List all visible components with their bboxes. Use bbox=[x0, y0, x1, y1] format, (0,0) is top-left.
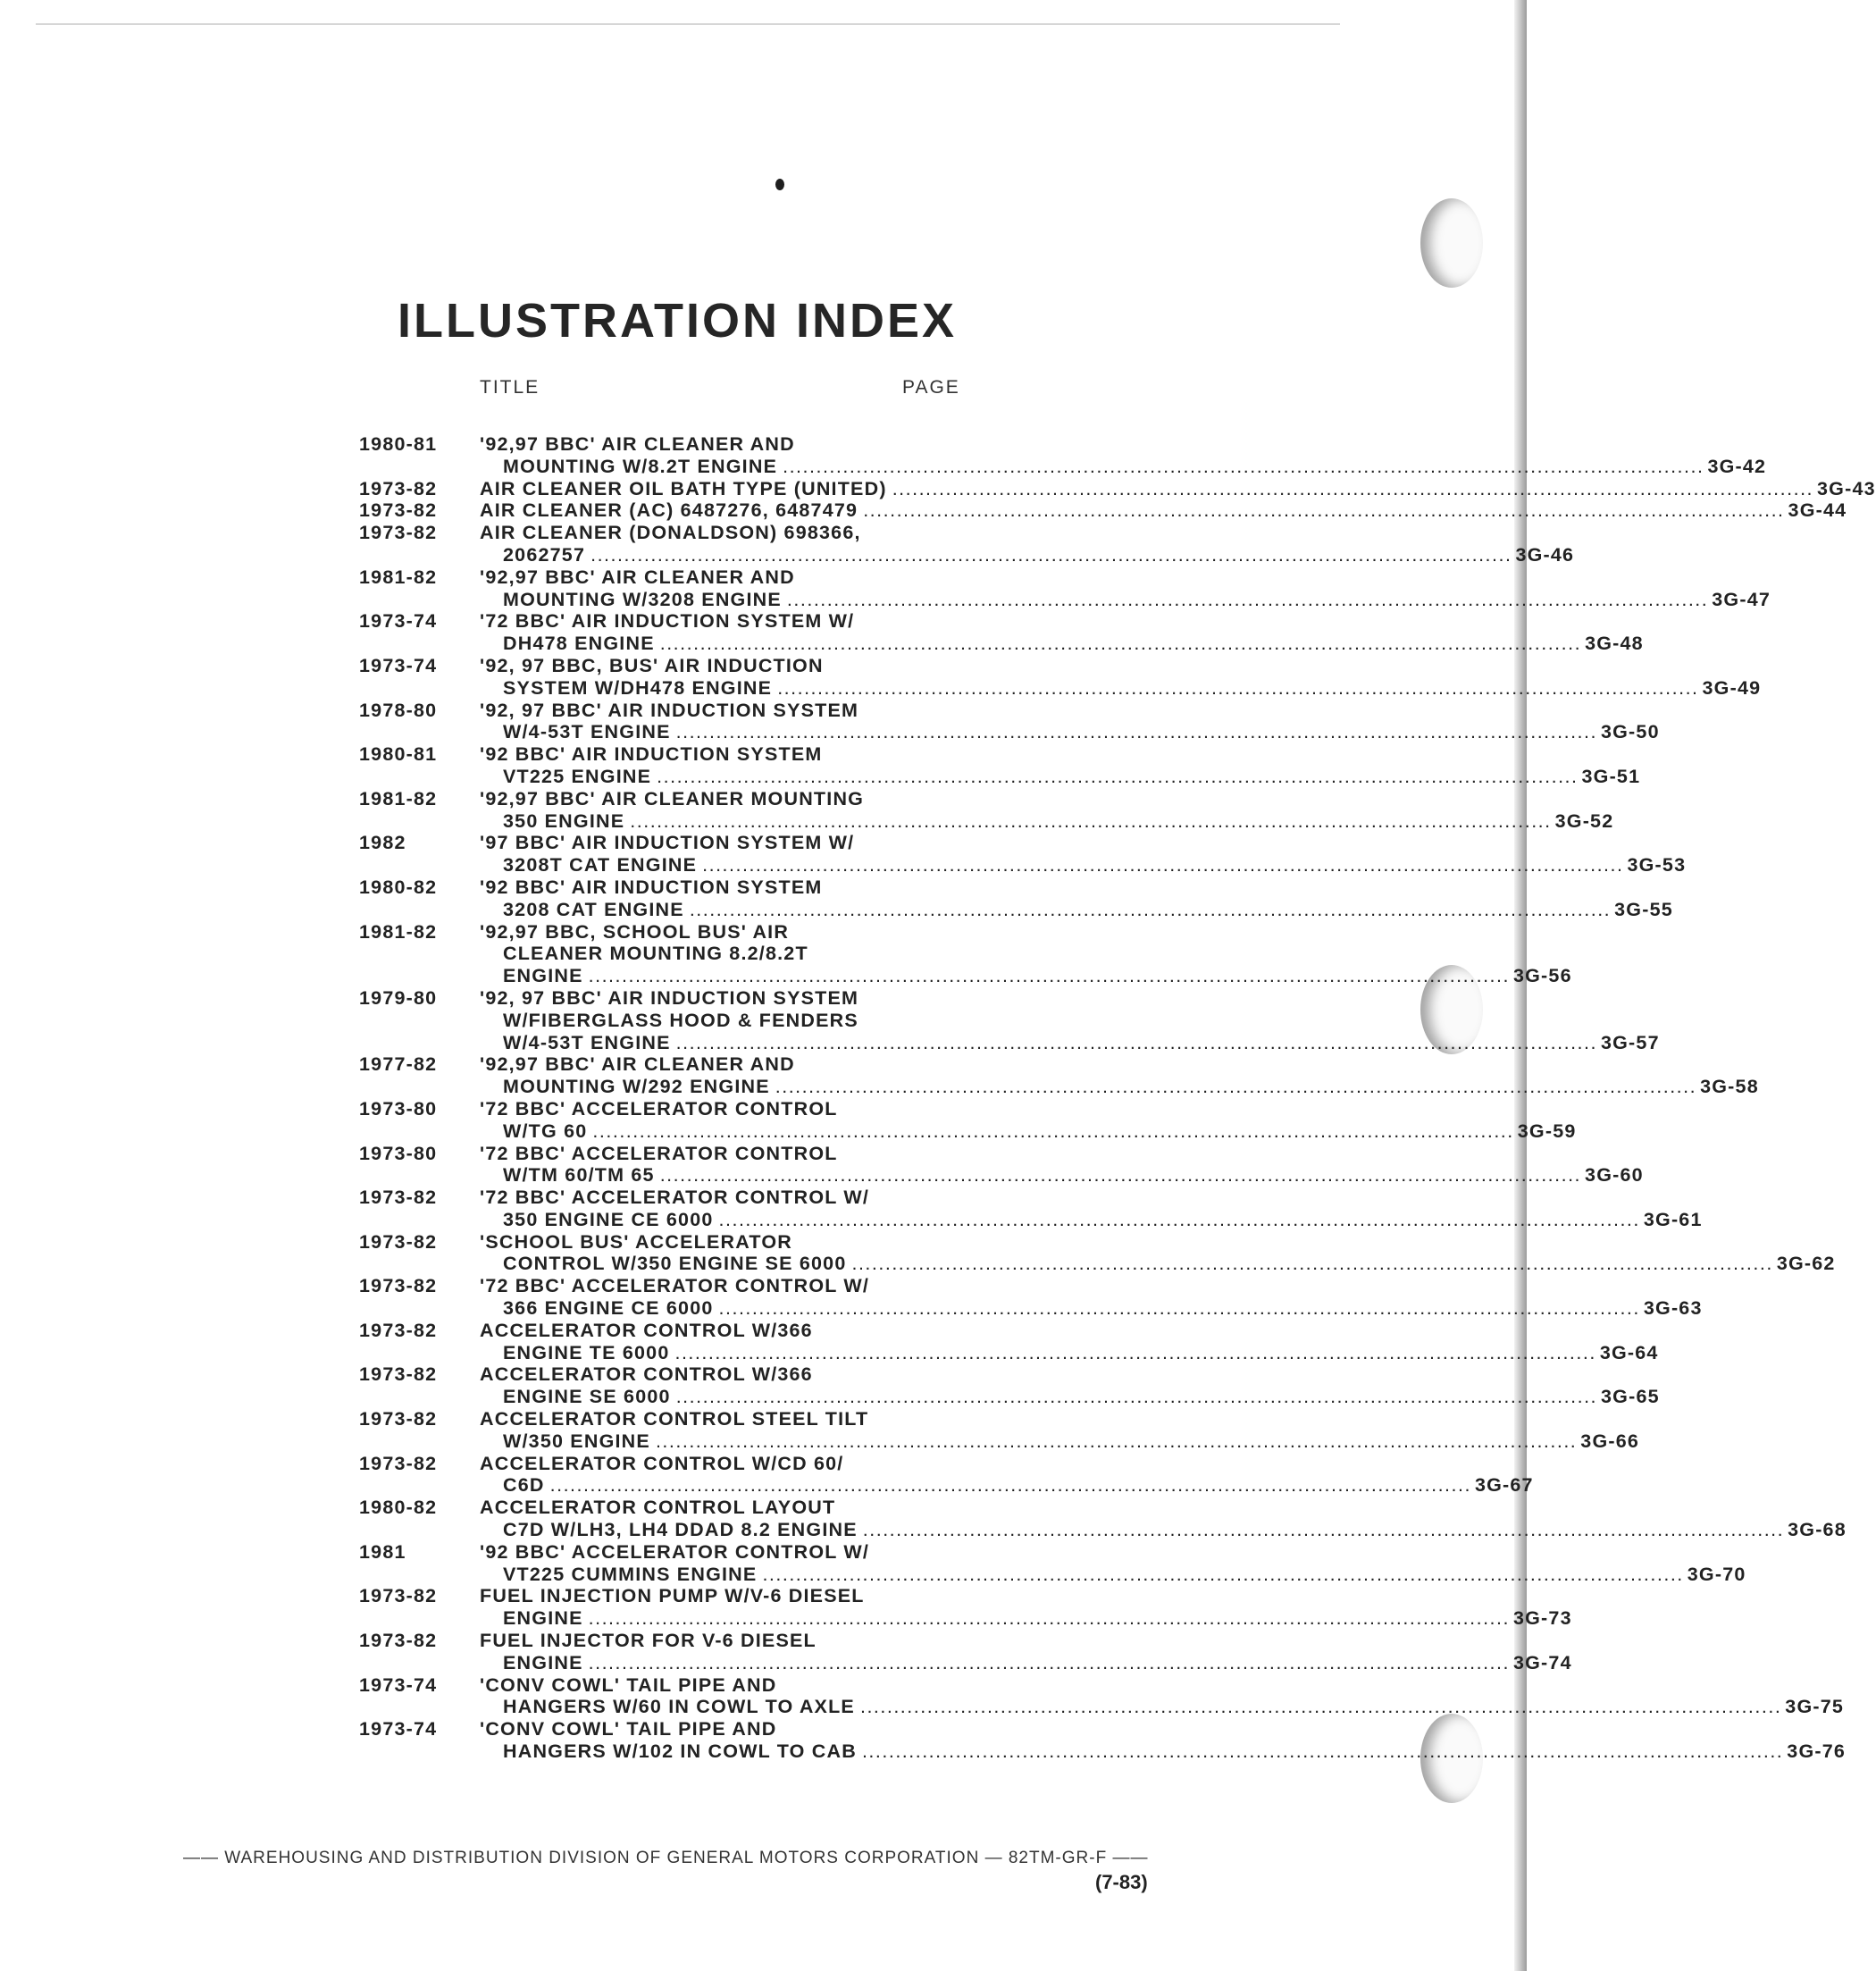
index-entry bbox=[359, 1097, 1577, 1143]
entry-title bbox=[480, 788, 1613, 833]
entry-title-line: W/350 ENGINE bbox=[503, 1430, 650, 1452]
top-rule bbox=[36, 23, 1340, 25]
entry-page-number: 3G-61 bbox=[1643, 1208, 1703, 1230]
entry-year: 1973-82 bbox=[359, 1408, 438, 1430]
entry-title-line: VT225 CUMMINS ENGINE bbox=[503, 1563, 758, 1585]
entry-page-number: 3G-44 bbox=[1788, 499, 1847, 522]
entry-title-line: 2062757 bbox=[503, 543, 586, 566]
dot-leader bbox=[583, 965, 1513, 987]
entry-title-line: '92,97 BBC' AIR CLEANER AND bbox=[480, 433, 795, 455]
entry-title-line: ENGINE TE 6000 bbox=[503, 1341, 670, 1363]
index-entry bbox=[359, 1363, 1660, 1408]
entry-page-number: 3G-64 bbox=[1599, 1341, 1659, 1363]
entry-title-line: W/FIBERGLASS HOOD & FENDERS bbox=[503, 1009, 858, 1031]
entry-year: 1973-82 bbox=[359, 1187, 438, 1209]
index-entry bbox=[359, 477, 1876, 500]
entry-year: 1981-82 bbox=[359, 787, 438, 809]
dot-leader bbox=[714, 1209, 1644, 1231]
entry-year: 1978-80 bbox=[359, 699, 438, 721]
entry-page-number: 3G-68 bbox=[1788, 1519, 1847, 1541]
index-entry bbox=[359, 522, 1575, 566]
dot-leader bbox=[545, 1474, 1475, 1497]
entry-title-line: W/4-53T ENGINE bbox=[503, 721, 671, 743]
entry-page-number: 3G-52 bbox=[1554, 809, 1614, 832]
entry-page-number: 3G-46 bbox=[1515, 543, 1575, 566]
entry-page-number: 3G-57 bbox=[1600, 1031, 1660, 1053]
entry-year: 1973-82 bbox=[359, 1452, 438, 1474]
entry-title bbox=[480, 743, 1640, 788]
dot-leader bbox=[655, 633, 1585, 655]
index-entry bbox=[359, 654, 1762, 700]
publisher-footer: —— WAREHOUSING AND DISTRIBUTION DIVISION OF GENERAL MOTORS CORPORATION — 82TM-GR-F —— bbox=[183, 1849, 1149, 1867]
entry-title-last-line bbox=[480, 1430, 1639, 1453]
entry-title-last-line bbox=[480, 1386, 1660, 1408]
entry-title-last-line bbox=[480, 810, 1613, 833]
entry-page-number: 3G-63 bbox=[1643, 1297, 1703, 1320]
dot-leader bbox=[887, 478, 1817, 500]
revision-code: (7-83) bbox=[1095, 1871, 1148, 1893]
entry-title bbox=[480, 655, 1761, 700]
index-entry bbox=[359, 610, 1644, 655]
index-entry bbox=[359, 832, 1687, 876]
entry-year: 1973-82 bbox=[359, 1585, 438, 1607]
entry-title-line: ACCELERATOR CONTROL LAYOUT bbox=[480, 1497, 836, 1519]
entry-title-line: ENGINE bbox=[503, 1651, 583, 1673]
dot-leader bbox=[846, 1253, 1776, 1275]
entry-title-line: W/TM 60/TM 65 bbox=[503, 1164, 655, 1187]
entry-year: 1973-74 bbox=[359, 654, 438, 676]
entry-title-last-line bbox=[480, 1164, 1644, 1187]
entry-page-number: 3G-62 bbox=[1776, 1253, 1836, 1275]
entry-title-line: '72 BBC' ACCELERATOR CONTROL W/ bbox=[480, 1187, 870, 1209]
entry-title-last-line bbox=[480, 1740, 1846, 1763]
entry-year: 1980-81 bbox=[359, 433, 438, 455]
entry-title bbox=[480, 700, 1660, 744]
index-entry bbox=[359, 1053, 1759, 1098]
entry-title-last-line bbox=[480, 456, 1766, 478]
index-entry bbox=[359, 1408, 1640, 1453]
entry-title-last-line bbox=[480, 1652, 1572, 1674]
entry-page-number: 3G-42 bbox=[1707, 455, 1767, 477]
entry-page-number: 3G-49 bbox=[1702, 676, 1762, 699]
entry-year: 1973-82 bbox=[359, 1319, 438, 1341]
entry-title bbox=[480, 1718, 1846, 1763]
entry-title bbox=[480, 522, 1574, 566]
index-entry bbox=[359, 1540, 1746, 1586]
entry-title-line: AIR CLEANER (DONALDSON) 698366, bbox=[480, 522, 861, 544]
ink-dot bbox=[775, 179, 784, 190]
entry-page-number: 3G-59 bbox=[1517, 1120, 1577, 1142]
entry-title-line: '92, 97 BBC, BUS' AIR INDUCTION bbox=[480, 654, 824, 676]
entry-title-line: FUEL INJECTOR FOR V-6 DIESEL bbox=[480, 1630, 817, 1652]
entry-year: 1982 bbox=[359, 832, 406, 854]
entry-title-last-line bbox=[480, 721, 1660, 743]
index-entry bbox=[359, 743, 1641, 788]
entry-title bbox=[480, 1320, 1659, 1364]
entry-title-line: ACCELERATOR CONTROL W/366 bbox=[480, 1363, 813, 1386]
index-entry bbox=[359, 566, 1771, 611]
entry-page-number: 3G-43 bbox=[1817, 477, 1876, 499]
entry-title-last-line bbox=[480, 499, 1847, 522]
entry-title bbox=[480, 876, 1673, 921]
entry-page-number: 3G-76 bbox=[1787, 1740, 1847, 1763]
entry-title bbox=[480, 1674, 1844, 1719]
entry-title-last-line bbox=[480, 544, 1574, 566]
entry-title-line: FUEL INJECTION PUMP W/V-6 DIESEL bbox=[480, 1585, 865, 1607]
entry-year: 1973-82 bbox=[359, 1363, 438, 1386]
entry-title-line: '92,97 BBC, SCHOOL BUS' AIR bbox=[480, 920, 790, 943]
entry-title-line: 3208T CAT ENGINE bbox=[503, 854, 698, 876]
entry-title-last-line bbox=[480, 854, 1686, 876]
dot-leader bbox=[651, 766, 1581, 788]
entry-page-number: 3G-67 bbox=[1474, 1474, 1534, 1497]
entry-title bbox=[480, 478, 1876, 500]
entry-title-last-line bbox=[480, 1342, 1659, 1364]
dot-leader bbox=[782, 589, 1712, 611]
entry-title-last-line bbox=[480, 899, 1673, 921]
entry-page-number: 3G-70 bbox=[1687, 1563, 1746, 1585]
entry-title-last-line bbox=[480, 1607, 1572, 1630]
dot-leader bbox=[770, 1076, 1700, 1098]
entry-title-last-line bbox=[480, 1564, 1746, 1586]
entry-page-number: 3G-56 bbox=[1512, 965, 1572, 987]
index-entry bbox=[359, 920, 1572, 987]
dot-leader bbox=[671, 721, 1601, 743]
entry-year: 1981 bbox=[359, 1540, 406, 1563]
entry-title bbox=[480, 1453, 1534, 1497]
entry-title-line: '97 BBC' AIR INDUCTION SYSTEM W/ bbox=[480, 832, 855, 854]
dot-leader bbox=[858, 1519, 1788, 1541]
entry-title-line: 'SCHOOL BUS' ACCELERATOR bbox=[480, 1230, 792, 1253]
entry-title-line: '92 BBC' AIR INDUCTION SYSTEM bbox=[480, 876, 823, 898]
entry-title bbox=[480, 832, 1686, 876]
entry-title-last-line bbox=[480, 478, 1876, 500]
dot-leader bbox=[669, 1342, 1599, 1364]
entry-page-number: 3G-51 bbox=[1581, 765, 1641, 787]
entry-title-line: 3208 CAT ENGINE bbox=[503, 898, 684, 920]
entry-title-last-line bbox=[480, 589, 1771, 611]
entry-title-line: MOUNTING W/3208 ENGINE bbox=[503, 588, 782, 610]
entry-title bbox=[480, 433, 1766, 478]
entry-title-last-line bbox=[480, 766, 1640, 788]
entry-title-line: ENGINE bbox=[503, 1607, 583, 1630]
index-entry bbox=[359, 499, 1847, 522]
entry-year: 1973-80 bbox=[359, 1142, 438, 1164]
entry-year: 1973-74 bbox=[359, 610, 438, 633]
index-entry bbox=[359, 433, 1767, 478]
illustration-index-list bbox=[359, 433, 1876, 1763]
entry-title-line: C7D W/LH3, LH4 DDAD 8.2 ENGINE bbox=[503, 1519, 858, 1541]
entry-page-number: 3G-47 bbox=[1712, 588, 1771, 610]
entry-title-last-line bbox=[480, 1696, 1844, 1718]
dot-leader bbox=[777, 456, 1707, 478]
entry-year: 1979-80 bbox=[359, 986, 438, 1009]
dot-leader bbox=[583, 1607, 1513, 1630]
index-entry bbox=[359, 699, 1660, 744]
entry-title-line: '92, 97 BBC' AIR INDUCTION SYSTEM bbox=[480, 699, 859, 721]
dot-leader bbox=[585, 544, 1515, 566]
index-entry bbox=[359, 787, 1614, 833]
entry-title-line: SYSTEM W/DH478 ENGINE bbox=[503, 676, 773, 699]
dot-leader bbox=[684, 899, 1614, 921]
entry-title-line: W/TG 60 bbox=[503, 1120, 588, 1142]
entry-title-line: MOUNTING W/292 ENGINE bbox=[503, 1076, 770, 1098]
entry-title-last-line bbox=[480, 633, 1644, 655]
entry-title bbox=[480, 499, 1847, 522]
index-entry bbox=[359, 1452, 1534, 1497]
dot-leader bbox=[655, 1164, 1585, 1187]
entry-year: 1980-82 bbox=[359, 876, 438, 898]
entry-title-line: CLEANER MOUNTING 8.2/8.2T bbox=[503, 943, 808, 965]
entry-title bbox=[480, 1231, 1836, 1276]
column-header-page: PAGE bbox=[902, 377, 960, 398]
index-entry bbox=[359, 876, 1673, 921]
index-entry bbox=[359, 1187, 1703, 1231]
index-entry bbox=[359, 1630, 1572, 1674]
entry-title-last-line bbox=[480, 1474, 1534, 1497]
index-entry bbox=[359, 1230, 1836, 1276]
entry-year: 1980-81 bbox=[359, 743, 438, 766]
entry-title bbox=[480, 1053, 1759, 1098]
entry-title-line: '92 BBC' AIR INDUCTION SYSTEM bbox=[480, 743, 823, 766]
entry-page-number: 3G-74 bbox=[1512, 1651, 1572, 1673]
entry-title-line: 'CONV COWL' TAIL PIPE AND bbox=[480, 1718, 777, 1740]
entry-title bbox=[480, 1585, 1572, 1630]
entry-year: 1973-82 bbox=[359, 1275, 438, 1297]
entry-title-line: '72 BBC' ACCELERATOR CONTROL bbox=[480, 1142, 838, 1164]
entry-title-line: VT225 ENGINE bbox=[503, 765, 652, 787]
entry-title-last-line bbox=[480, 1076, 1759, 1098]
entry-title bbox=[480, 1408, 1639, 1453]
entry-title bbox=[480, 1363, 1660, 1408]
entry-title bbox=[480, 987, 1660, 1053]
entry-title bbox=[480, 1098, 1577, 1143]
dot-leader bbox=[587, 1120, 1517, 1143]
entry-title-last-line bbox=[480, 1519, 1847, 1541]
entry-title-line: '72 BBC' AIR INDUCTION SYSTEM W/ bbox=[480, 610, 855, 633]
index-entry bbox=[359, 1497, 1847, 1541]
entry-title bbox=[480, 1541, 1746, 1586]
entry-page-number: 3G-66 bbox=[1580, 1430, 1640, 1452]
index-entry bbox=[359, 1585, 1572, 1630]
entry-page-number: 3G-48 bbox=[1585, 633, 1644, 655]
entry-year: 1973-74 bbox=[359, 1718, 438, 1740]
index-entry bbox=[359, 1142, 1644, 1187]
index-entry bbox=[359, 986, 1660, 1053]
dot-leader bbox=[757, 1564, 1687, 1586]
entry-title bbox=[480, 1143, 1644, 1187]
entry-year: 1973-80 bbox=[359, 1097, 438, 1120]
entry-title-line: ACCELERATOR CONTROL STEEL TILT bbox=[480, 1408, 869, 1430]
entry-title-last-line bbox=[480, 1032, 1660, 1054]
entry-year: 1973-82 bbox=[359, 477, 438, 499]
punch-hole-top bbox=[1420, 198, 1483, 288]
entry-title-line: '92, 97 BBC' AIR INDUCTION SYSTEM bbox=[480, 986, 859, 1009]
entry-title-line: 350 ENGINE bbox=[503, 809, 625, 832]
entry-page-number: 3G-55 bbox=[1614, 898, 1673, 920]
entry-page-number: 3G-75 bbox=[1785, 1696, 1845, 1718]
entry-year: 1981-82 bbox=[359, 566, 438, 588]
entry-title-line: DH478 ENGINE bbox=[503, 633, 655, 655]
entry-year: 1973-82 bbox=[359, 522, 438, 544]
dot-leader bbox=[772, 677, 1702, 700]
entry-year: 1973-74 bbox=[359, 1673, 438, 1696]
dot-leader bbox=[855, 1696, 1785, 1718]
index-entry bbox=[359, 1673, 1845, 1719]
entry-year: 1973-82 bbox=[359, 1230, 438, 1253]
entry-year: 1981-82 bbox=[359, 920, 438, 943]
entry-title-last-line bbox=[480, 1253, 1836, 1275]
entry-title-line: '72 BBC' ACCELERATOR CONTROL bbox=[480, 1097, 838, 1120]
entry-page-number: 3G-73 bbox=[1512, 1607, 1572, 1630]
entry-title-line: 366 ENGINE CE 6000 bbox=[503, 1297, 714, 1320]
entry-title-line: HANGERS W/60 IN COWL TO AXLE bbox=[503, 1696, 855, 1718]
dot-leader bbox=[671, 1032, 1601, 1054]
dot-leader bbox=[583, 1652, 1513, 1674]
entry-title bbox=[480, 566, 1771, 611]
entry-year: 1973-82 bbox=[359, 499, 438, 522]
entry-title-line: MOUNTING W/8.2T ENGINE bbox=[503, 455, 778, 477]
entry-title-last-line bbox=[480, 1297, 1703, 1320]
entry-title bbox=[480, 610, 1644, 655]
entry-title-line: '92,97 BBC' AIR CLEANER MOUNTING bbox=[480, 787, 865, 809]
dot-leader bbox=[650, 1430, 1580, 1453]
entry-title bbox=[480, 1497, 1847, 1541]
entry-title-line: '92,97 BBC' AIR CLEANER AND bbox=[480, 1053, 795, 1076]
entry-title bbox=[480, 921, 1572, 987]
entry-page-number: 3G-50 bbox=[1600, 721, 1660, 743]
entry-title-line: 'CONV COWL' TAIL PIPE AND bbox=[480, 1673, 777, 1696]
entry-title-line: ACCELERATOR CONTROL W/CD 60/ bbox=[480, 1452, 844, 1474]
entry-title-line: W/4-53T ENGINE bbox=[503, 1031, 671, 1053]
entry-title-last-line bbox=[480, 1209, 1703, 1231]
entry-title-last-line bbox=[480, 965, 1572, 987]
entry-title-line: '92,97 BBC' AIR CLEANER AND bbox=[480, 566, 795, 588]
entry-title-line: ENGINE SE 6000 bbox=[503, 1386, 671, 1408]
entry-title-last-line bbox=[480, 1120, 1577, 1143]
entry-title-last-line bbox=[480, 677, 1761, 700]
entry-title-line: ENGINE bbox=[503, 965, 583, 987]
index-entry bbox=[359, 1319, 1659, 1364]
entry-page-number: 3G-60 bbox=[1585, 1164, 1644, 1187]
entry-title-line: HANGERS W/102 IN COWL TO CAB bbox=[503, 1740, 857, 1763]
index-entry bbox=[359, 1275, 1703, 1320]
entry-title-line: 350 ENGINE CE 6000 bbox=[503, 1208, 714, 1230]
entry-title-line: AIR CLEANER (AC) 6487276, 6487479 bbox=[480, 499, 858, 522]
entry-page-number: 3G-58 bbox=[1700, 1076, 1759, 1098]
entry-title-line: '92 BBC' ACCELERATOR CONTROL W/ bbox=[480, 1540, 870, 1563]
entry-year: 1980-82 bbox=[359, 1497, 438, 1519]
entry-title bbox=[480, 1187, 1703, 1231]
column-header-title: TITLE bbox=[480, 377, 540, 398]
page-title: ILLUSTRATION INDEX bbox=[398, 294, 957, 348]
dot-leader bbox=[857, 1740, 1787, 1763]
entry-title bbox=[480, 1630, 1572, 1674]
dot-leader bbox=[858, 499, 1788, 522]
entry-title-line: CONTROL W/350 ENGINE SE 6000 bbox=[503, 1253, 847, 1275]
entry-title-line: AIR CLEANER OIL BATH TYPE (UNITED) bbox=[480, 477, 887, 499]
entry-year: 1977-82 bbox=[359, 1053, 438, 1076]
entry-title-line: C6D bbox=[503, 1474, 545, 1497]
entry-year: 1973-82 bbox=[359, 1630, 438, 1652]
dot-leader bbox=[624, 810, 1554, 833]
entry-title bbox=[480, 1275, 1703, 1320]
entry-title-line: ACCELERATOR CONTROL W/366 bbox=[480, 1319, 813, 1341]
index-entry bbox=[359, 1718, 1847, 1763]
entry-page-number: 3G-53 bbox=[1627, 854, 1687, 876]
entry-page-number: 3G-65 bbox=[1601, 1386, 1660, 1408]
dot-leader bbox=[671, 1386, 1601, 1408]
dot-leader bbox=[697, 854, 1627, 876]
entry-title-line: '72 BBC' ACCELERATOR CONTROL W/ bbox=[480, 1275, 870, 1297]
dot-leader bbox=[714, 1297, 1644, 1320]
